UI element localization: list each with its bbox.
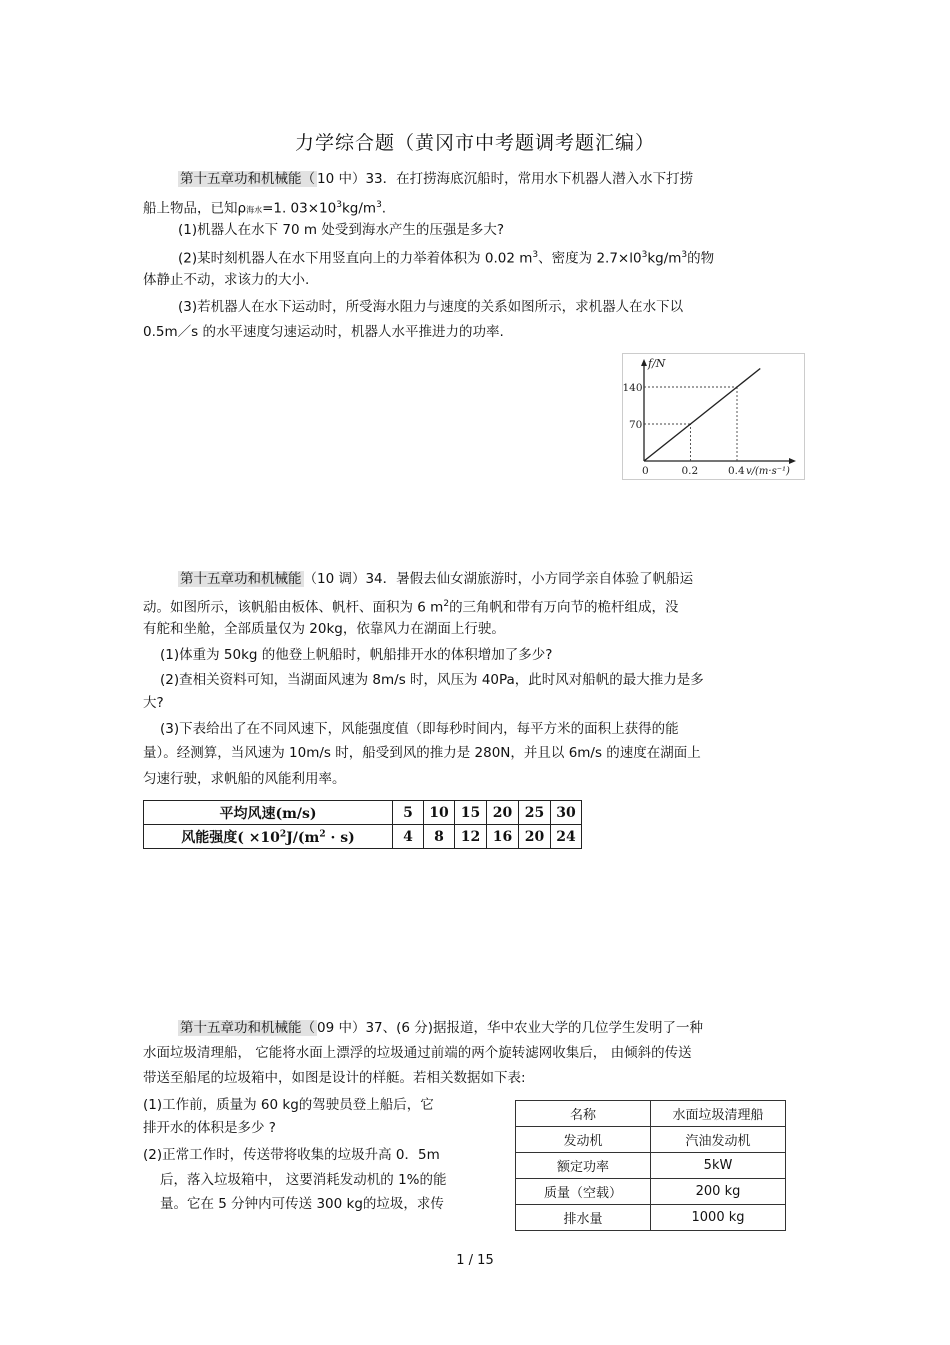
q1-part-2-cont: 体静止不动，求该力的大小. — [143, 272, 310, 288]
y-tick-label: 70 — [629, 419, 643, 431]
x-tick-label: 0 — [642, 465, 649, 477]
q2-line-2 — [143, 594, 679, 618]
table-cell: 4 — [393, 825, 424, 849]
q2-part-3-end: 匀速行驶，求帆船的风能利用率。 — [143, 771, 346, 787]
q1-part-2-density: 、密度为 2.7×l0 — [538, 250, 642, 267]
table-cell: 汽油发动机 — [651, 1127, 786, 1153]
x-tick-label: 0.2 — [681, 465, 699, 477]
q1-part-3-cont: 0.5m／s 的水平速度匀速运动时，机器人水平推进力的功率. — [143, 324, 504, 340]
table-cell: 200 kg — [651, 1179, 786, 1205]
page-title: 力学综合题（黄冈市中考题调考题汇编） — [294, 132, 655, 154]
q2-line-2-sup: 2 — [443, 599, 450, 609]
q3-part-1: (1)工作前，质量为 60 kg的驾驶员登上船后，它 — [143, 1097, 434, 1113]
q1-given-end: . — [381, 200, 387, 217]
x-axis-arrow — [789, 458, 796, 464]
wind-energy-header — [144, 825, 393, 849]
x-tick-label: 0.4 — [728, 465, 745, 477]
q3-chapter-tag: 第十五章功和机械能（ — [180, 1020, 315, 1036]
energy-header-text: 风能强度( ×10 — [181, 829, 280, 846]
force-velocity-graph — [622, 353, 805, 480]
q3-part-1-cont: 排开水的体积是多少 ? — [143, 1120, 276, 1136]
table-cell: 20 — [519, 825, 551, 849]
q1-given-text: 船上物品，已知ρ — [143, 200, 247, 217]
table-cell: 10 — [424, 801, 455, 825]
table-cell: 15 — [455, 801, 487, 825]
table-cell: 额定功率 — [516, 1153, 651, 1179]
page-number: 1 / 15 — [456, 1253, 494, 1268]
energy-header-unit: J/(m — [286, 829, 320, 846]
x-axis-label: v/(m·s⁻¹) — [746, 466, 790, 477]
force-line — [644, 369, 760, 462]
q1-line-2 — [143, 195, 386, 221]
q1-part-1: (1)机器人在水下 70 m 处受到海水产生的压强是多大? — [178, 222, 504, 238]
energy-header-sup: 2 — [279, 828, 287, 839]
q1-given-unit-sup: 3 — [376, 200, 382, 210]
table-cell: 25 — [519, 801, 551, 825]
q3-part-2: (2)正常工作时，传送带将收集的垃圾升高 0．5m — [143, 1147, 440, 1163]
q1-part-2-text: (2)某时刻机器人在水下用竖直向上的力举着体积为 0.02 m — [178, 250, 533, 267]
q1-part-2-sup: 3 — [532, 250, 539, 260]
table-row — [516, 1153, 786, 1179]
q2-part-2-cont: 大? — [143, 695, 164, 711]
q2-chapter-tag: 第十五章功和机械能 — [180, 571, 302, 587]
table-cell: 名称 — [516, 1101, 651, 1127]
table-cell: 8 — [424, 825, 455, 849]
y-axis-label: f/N — [648, 357, 666, 370]
q1-ref: 10 中）33．在打捞海底沉船时，常用水下机器人潜入水下打捞 — [317, 171, 694, 187]
table-cell: 5kW — [651, 1153, 786, 1179]
table-row — [516, 1101, 786, 1127]
table-row — [516, 1205, 786, 1231]
q3-ref: 09 中）37、(6 分)据报道，华中农业大学的几位学生发明了一种 — [317, 1020, 704, 1036]
q1-part-2-end: 的物 — [687, 250, 715, 267]
table-cell: 12 — [455, 825, 487, 849]
table-row — [516, 1179, 786, 1205]
table-cell: 30 — [551, 801, 582, 825]
energy-header-end: · s) — [325, 829, 355, 846]
q2-ref: （10 调）34．暑假去仙女湖旅游时，小方同学亲自体验了帆船运 — [303, 571, 694, 587]
q1-given-unit: kg/m — [341, 200, 377, 217]
q3-line-3: 带送至船尾的垃圾箱中，如图是设计的样艇。若相关数据如下表: — [143, 1070, 526, 1086]
q1-part-2-sup3: 3 — [681, 250, 688, 260]
q3-line-2: 水面垃圾清理船， 它能将水面上漂浮的垃圾通过前端的两个旋转滤网收集后， 由倾斜的传送 — [143, 1045, 692, 1061]
table-row — [144, 825, 582, 849]
cleaning-boat-spec-table — [515, 1100, 786, 1231]
q2-part-1: (1)体重为 50kg 的他登上帆船时，帆船排开水的体积增加了多少? — [160, 647, 553, 663]
q1-given-sup: 3 — [336, 200, 342, 210]
table-cell: 1000 kg — [651, 1205, 786, 1231]
y-tick-label: 140 — [622, 382, 643, 394]
table-cell: 24 — [551, 825, 582, 849]
table-cell: 16 — [487, 825, 519, 849]
table-cell: 水面垃圾清理船 — [651, 1101, 786, 1127]
q1-given-sub: 海水 — [246, 205, 263, 215]
wind-energy-table — [143, 800, 582, 849]
q1-part-3: (3)若机器人在水下运动时，所受海水阻力与速度的关系如图所示，求机器人在水下以 — [178, 299, 684, 315]
q2-line-1 — [178, 569, 693, 589]
q1-line-1 — [178, 169, 693, 189]
table-cell: 5 — [393, 801, 424, 825]
q2-line-2-text: 动。如图所示，该帆船由板体、帆杆、面积为 6 m — [143, 599, 444, 616]
q1-given-value: =1. 03×10 — [262, 200, 337, 217]
q1-part-2 — [178, 245, 714, 269]
q2-part-3-cont: 量）。经测算，当风速为 10m/s 时，船受到风的推力是 280N，并且以 6m/s 的速度在湖面上 — [143, 745, 701, 761]
q2-line-2-end: 的三角帆和带有万向节的桅杆组成，没 — [449, 599, 679, 616]
table-cell: 20 — [487, 801, 519, 825]
q3-part-2-end: 量。它在 5 分钟内可传送 300 kg的垃圾，求传 — [160, 1196, 444, 1212]
q1-chapter-tag: 第十五章功和机械能（ — [180, 171, 315, 187]
y-axis-arrow — [641, 359, 647, 366]
q2-part-3: (3)下表给出了在不同风速下，风能强度值（即每秒时间内，每平方米的面积上获得的能 — [160, 721, 679, 737]
q1-part-2-unit: kg/m — [647, 250, 682, 267]
q3-line-1 — [178, 1018, 703, 1038]
wind-speed-header: 平均风速(m/s) — [144, 801, 393, 825]
q2-line-3: 有舵和坐舱，全部质量仅为 20kg，依靠风力在湖面上行驶。 — [143, 621, 505, 637]
energy-header-sup2: 2 — [319, 828, 326, 839]
table-cell: 质量（空载） — [516, 1179, 651, 1205]
graph-svg — [622, 353, 805, 480]
table-cell: 发动机 — [516, 1127, 651, 1153]
table-row — [144, 801, 582, 825]
table-cell: 排水量 — [516, 1205, 651, 1231]
q2-part-2: (2)查相关资料可知，当湖面风速为 8m/s 时，风压为 40Pa，此时风对船帆的最大推力是多 — [160, 672, 704, 688]
q1-part-2-sup2: 3 — [641, 250, 648, 260]
table-row — [516, 1127, 786, 1153]
q3-part-2-cont: 后，落入垃圾箱中， 这要消耗发动机的 1%的能 — [160, 1172, 447, 1188]
